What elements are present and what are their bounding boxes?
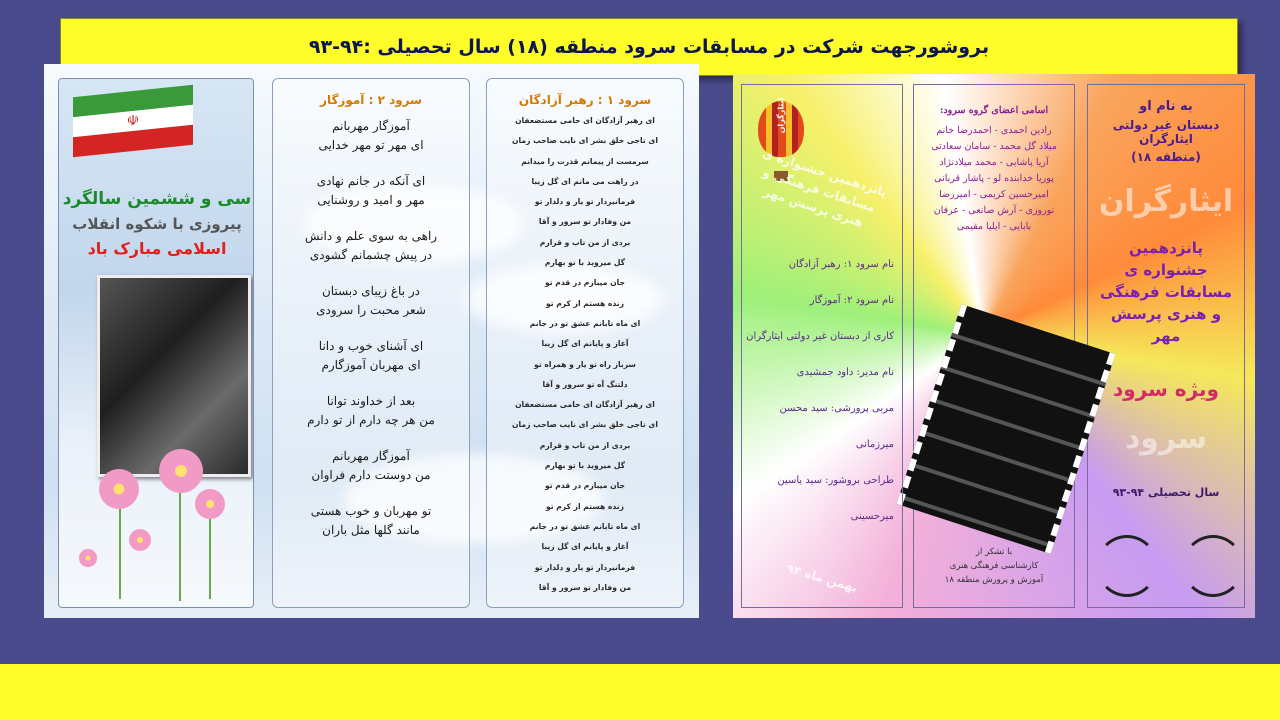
- cover-bismillah: به نام او: [1139, 99, 1193, 114]
- lyric-line: فرمانبردار تو یار و دلدار تو: [534, 197, 636, 207]
- iran-flag-icon: ☫: [73, 85, 193, 158]
- thanks-line: آموزش و پرورش منطقه ۱۸: [944, 575, 1044, 585]
- info-list: [742, 247, 902, 535]
- poem-line: مهر و امید و روشنایی: [317, 193, 425, 207]
- lyric-line: من وفادار تو سرور و آقا: [538, 217, 632, 227]
- stanza: [273, 337, 469, 375]
- bottom-bar: [0, 664, 1280, 720]
- right-cover-panel: [1087, 84, 1245, 608]
- poem-line: راهی به سوی علم و دانش: [304, 229, 438, 243]
- lyric-line: ای رهبر آزادگان ای حامی مستضعفان: [515, 400, 655, 410]
- info-line: کاری از دبستان غیر دولتی ایثارگران: [746, 331, 894, 342]
- cover-line-3: اسلامی مبارک باد: [87, 239, 227, 258]
- song1-heading: سرود ۱ : رهبر آزادگان: [518, 93, 652, 107]
- song2-poem: [273, 117, 469, 540]
- flower-icon: [159, 449, 203, 493]
- poem-line: تو مهربان و خوب هستی: [310, 504, 432, 518]
- song-watermark: سرود: [1124, 421, 1208, 456]
- lyric-line: آغاز و پایانم ای گل زیبا: [541, 542, 629, 552]
- stanza: [273, 502, 469, 540]
- info-panel: [741, 84, 903, 608]
- thanks-line: با تشکر از: [975, 547, 1013, 557]
- info-logo-text: ایثارگران: [776, 97, 786, 134]
- district: (منطقه ۱۸): [1131, 150, 1201, 164]
- lyric-line: دلتنگ آه تو سرور و آقا: [542, 379, 628, 389]
- member-line: میلاد گل محمد - سامان سعادتی: [931, 141, 1057, 152]
- poem-line: ای آشنای خوب و دانا: [318, 339, 424, 353]
- lyric-line: در راهت می مانم ای گل زیبا: [531, 176, 639, 186]
- leader-photo: [97, 275, 251, 477]
- lyric-line: سرباز راه تو یار و همراه تو: [534, 359, 636, 369]
- members-heading: اسامی اعضای گروه سرود:: [939, 105, 1049, 116]
- lyric-line: جان میبازم در قدم تو: [545, 481, 625, 491]
- lyric-line: آغاز و پایانم ای گل زیبا: [541, 339, 629, 349]
- stanza: [273, 172, 469, 210]
- decor-swirl-icon: [1096, 535, 1158, 597]
- lyric-line: بردی از من تاب و قرارم: [539, 440, 631, 450]
- lyric-line: ای تاجی خلق بشر ای نایب صاحب زمان: [512, 136, 658, 146]
- poem-line: من دوستت دارم فراوان: [311, 468, 431, 482]
- lyric-line: ای رهبر آزادگان ای حامی مستضعفان: [515, 116, 655, 125]
- lyric-line: گل میروید با تو بهارم: [544, 258, 626, 268]
- song2-panel: [272, 78, 470, 608]
- thanks-line: کارشناسی فرهنگی هنری: [949, 561, 1039, 571]
- lyric-line: ای ماه تابانم عشق تو در جانم: [529, 521, 641, 531]
- info-line: مربی پرورشی: سید محسن میرزمانی: [779, 403, 894, 450]
- song1-panel: [486, 78, 684, 608]
- member-line: آریا پاشایی - محمد میلادنژاد: [939, 157, 1049, 168]
- song1-lyrics: [487, 111, 683, 598]
- flower-icon: [79, 549, 97, 567]
- school-name: دبستان غیر دولتی ایثارگران: [1112, 118, 1220, 146]
- poem-line: ای مهربان آموزگارم: [321, 358, 421, 372]
- stanza: [273, 282, 469, 320]
- info-line: طراحی بروشور: سید یاسین میرحسینی: [777, 475, 894, 522]
- lyric-line: سرمست از پیمانم قدرت را میدانم: [521, 156, 649, 166]
- poem-line: شعر محبت را سرودی: [316, 303, 426, 317]
- info-festival-title: پانزدهمین جشنواره ی مسابقات فرهنگی و هنری پرسش مهر: [760, 146, 889, 230]
- info-line: نام سرود ۲: آموزگار: [809, 295, 894, 306]
- stanza: [273, 392, 469, 430]
- info-line: نام مدیر: داود جمشیدی: [796, 367, 894, 378]
- member-line: نوروزی - آرش صانعی - عرفان: [933, 205, 1055, 216]
- poem-line: آموزگار مهربانم: [332, 449, 410, 463]
- academic-year: سال تحصیلی ۹۴-۹۳: [1112, 486, 1220, 499]
- lyric-line: گل میروید با تو بهارم: [544, 461, 626, 471]
- flower-icon: [129, 529, 151, 551]
- lyric-line: فرمانبردار تو یار و دلدار تو: [534, 562, 636, 572]
- poem-line: آموزگار مهربانم: [332, 119, 410, 133]
- poem-line: من هر چه دارم از تو دارم: [307, 413, 435, 427]
- info-line: نام سرود ۱: رهبر آزادگان: [788, 259, 894, 270]
- lyric-line: زنده هستم از کرم تو: [545, 298, 624, 308]
- stanza: [273, 447, 469, 485]
- member-line: امیرحسین کریمی - امیررضا: [939, 189, 1049, 200]
- poem-line: در باغ زیبای دبستان: [321, 284, 421, 298]
- member-line: بابایی - ایلیا مقیمی: [956, 221, 1032, 232]
- left-cover-panel: [58, 78, 254, 608]
- song2-heading: سرود ۲ : آموزگار: [320, 93, 422, 107]
- poem-line: در پیش چشمانم گشودی: [309, 248, 433, 262]
- members-list: [914, 123, 1074, 235]
- flower-icon: [195, 489, 225, 519]
- member-line: پوریا خدابنده لو - پاشار قربانی: [934, 173, 1054, 184]
- lyric-line: زنده هستم از کرم تو: [545, 501, 624, 511]
- poem-line: ای مهر تو مهر خدایی: [318, 138, 424, 152]
- flower-icon: [99, 469, 139, 509]
- lyric-line: من وفادار تو سرور و آقا: [538, 582, 632, 592]
- slide-title: بروشورجهت شرکت در مسابقات سرود منطقه (۱۸) سال تحصیلی :۹۴-۹۳: [308, 36, 990, 58]
- stanza: [273, 117, 469, 155]
- stanza: [273, 227, 469, 265]
- left-brochure-image: [44, 64, 699, 618]
- logo-watermark: ایثارگران: [1098, 184, 1234, 219]
- poem-line: بعد از خداوند توانا: [326, 394, 416, 408]
- festival-title: پانزدهمین جشنواره ی مسابقات فرهنگی و هنری پرسش مهر: [1099, 239, 1233, 345]
- lyric-line: جان میبازم در قدم تو: [545, 278, 625, 288]
- special-label: ویژه سرود: [1113, 377, 1219, 401]
- poem-line: مانند گلها مثل باران: [322, 523, 420, 537]
- lyric-line: ای تاجی خلق بشر ای نایب صاحب زمان: [512, 420, 658, 430]
- decor-swirl-icon: [1182, 535, 1244, 597]
- flower-stem: [209, 509, 211, 599]
- cover-line-1: سی و ششمین سالگرد: [62, 189, 252, 209]
- poem-line: ای آنکه در جانم نهادی: [316, 174, 426, 188]
- right-brochure-image: [733, 74, 1255, 618]
- member-line: رادین احمدی - احمدرضا خانم: [936, 125, 1052, 136]
- lyric-line: بردی از من تاب و قرارم: [539, 237, 631, 247]
- cover-line-2: پیروزی با شکوه انقلاب: [72, 215, 242, 233]
- info-date: بهمن ماه ۹۳: [784, 561, 860, 595]
- lyric-line: ای ماه تابانم عشق تو در جانم: [529, 318, 641, 328]
